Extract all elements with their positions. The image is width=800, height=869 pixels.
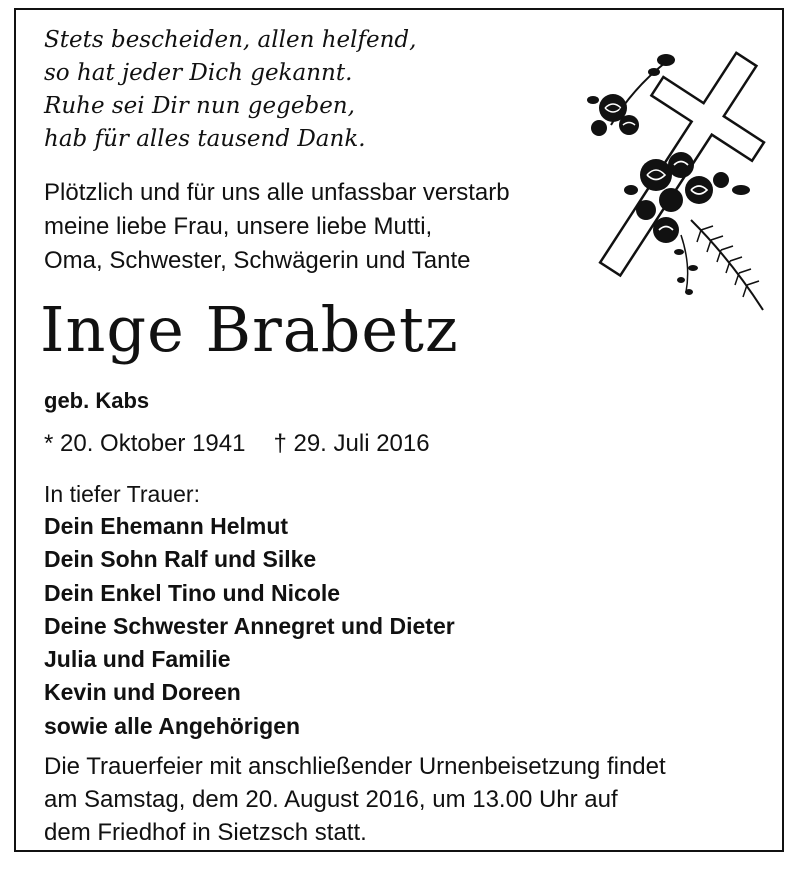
poem-line: Ruhe sei Dir nun gegeben, bbox=[44, 93, 355, 119]
mourner-entry: Julia und Familie bbox=[44, 646, 231, 673]
mourner-entry: Dein Enkel Tino und Nicole bbox=[44, 579, 341, 606]
birth-date: * 20. Oktober 1941 bbox=[44, 430, 246, 457]
intro-line: Plötzlich und für uns alle unfassbar verstarb bbox=[44, 179, 510, 206]
service-line: am Samstag, dem 20. August 2016, um 13.00 Uhr auf bbox=[44, 786, 618, 813]
poem-line: Stets bescheiden, allen helfend, bbox=[44, 27, 417, 53]
mourner-entry: sowie alle Angehörigen bbox=[44, 712, 301, 739]
mourners-list bbox=[44, 510, 455, 743]
death-date: † 29. Juli 2016 bbox=[273, 430, 430, 457]
maiden-name: geb. Kabs bbox=[44, 388, 150, 413]
service-line: Die Trauerfeier mit anschließender Urnenbeisetzung findet bbox=[44, 753, 666, 780]
mourner-entry: Kevin und Doreen bbox=[44, 679, 241, 706]
mourner-entry: Dein Ehemann Helmut bbox=[44, 513, 289, 539]
intro-line: meine liebe Frau, unsere liebe Mutti, bbox=[44, 213, 433, 240]
life-dates bbox=[44, 428, 430, 460]
service-info bbox=[44, 750, 666, 849]
mourning-heading: In tiefer Trauer: bbox=[44, 481, 200, 507]
poem-line: hab für alles tausend Dank. bbox=[44, 126, 366, 152]
intro-text bbox=[44, 176, 510, 278]
intro-line: Oma, Schwester, Schwägerin und Tante bbox=[44, 247, 471, 274]
poem bbox=[44, 24, 416, 156]
obituary-notice bbox=[14, 8, 784, 852]
deceased-name: Inge Brabetz bbox=[40, 293, 459, 366]
poem-line: so hat jeder Dich gekannt. bbox=[44, 60, 353, 86]
cross-with-roses-icon bbox=[571, 30, 776, 315]
service-line: dem Friedhof in Sietzsch statt. bbox=[44, 819, 367, 846]
mourner-entry: Deine Schwester Annegret und Dieter bbox=[44, 612, 455, 639]
mourner-entry: Dein Sohn Ralf und Silke bbox=[44, 546, 317, 573]
